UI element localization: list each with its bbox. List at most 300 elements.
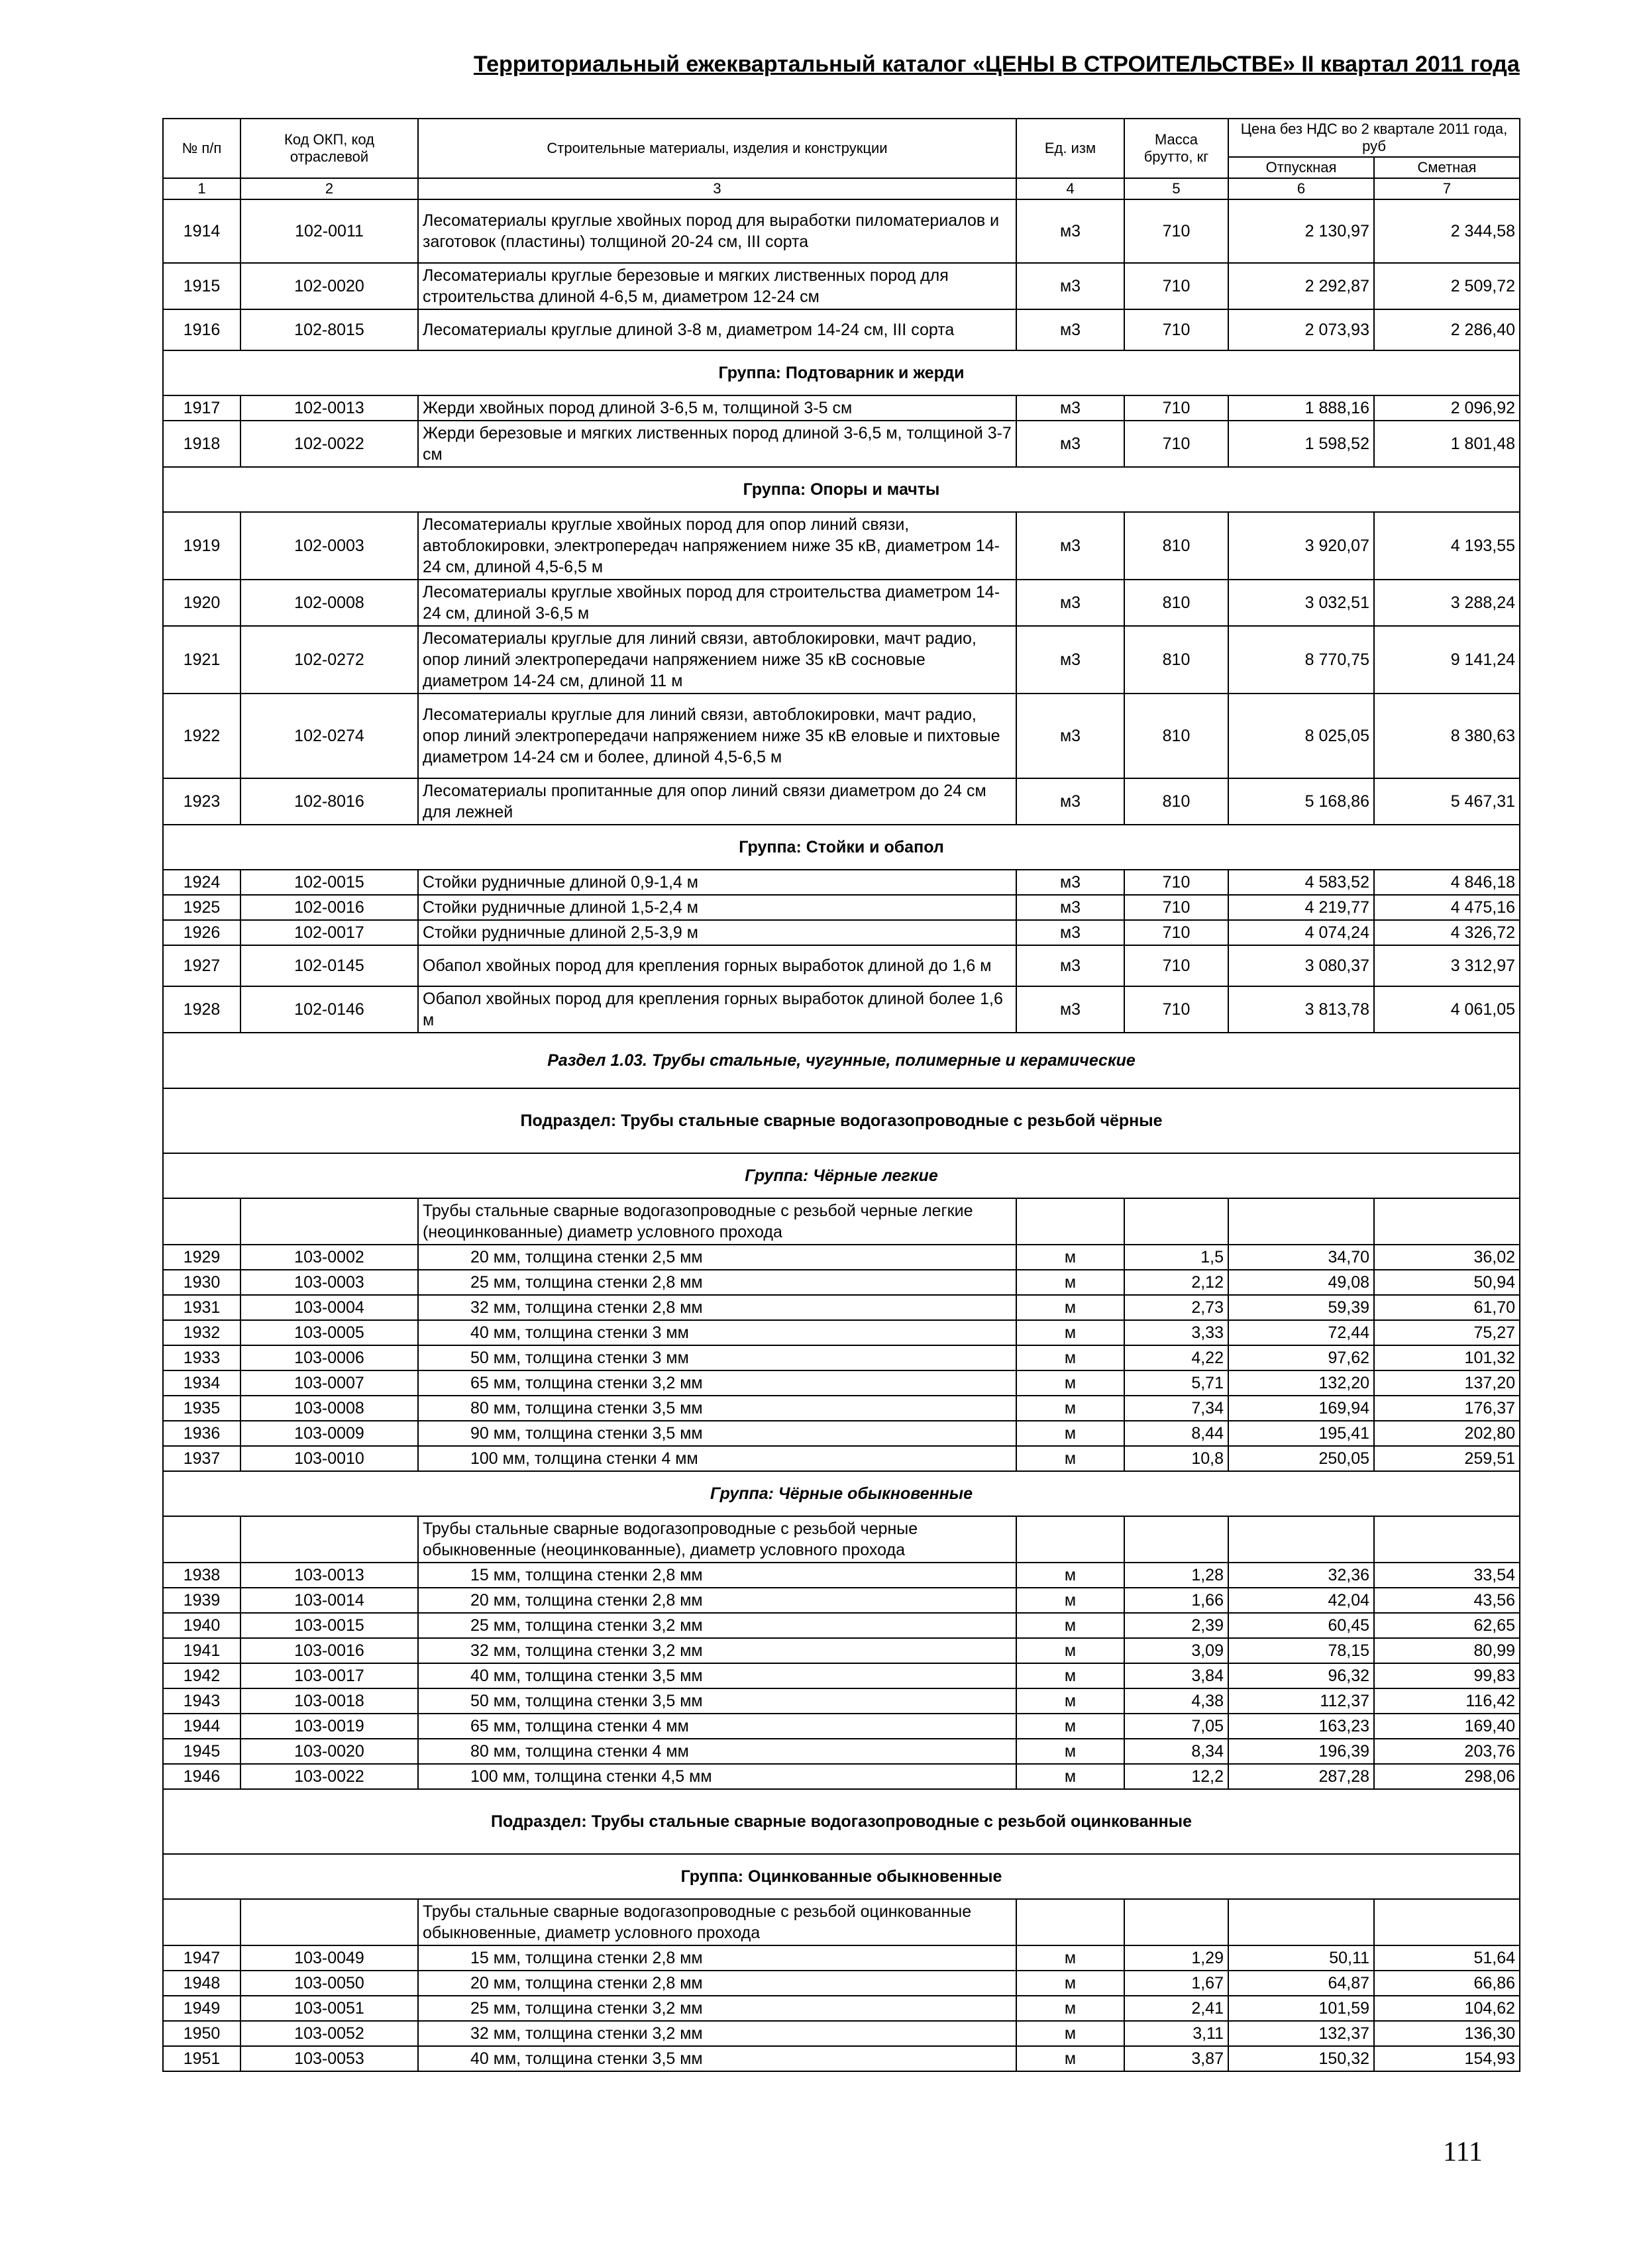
row-price-estimate: 4 846,18 [1374,870,1520,895]
row-price-estimate: 259,51 [1374,1446,1520,1471]
row-unit: м [1016,1320,1124,1345]
row-mass: 8,44 [1124,1421,1228,1446]
row-price-release: 34,70 [1228,1245,1374,1270]
row-description: Стойки рудничные длиной 1,5-2,4 м [418,895,1016,920]
row-unit: м [1016,1638,1124,1663]
row-mass: 710 [1124,199,1228,263]
row-mass: 710 [1124,895,1228,920]
lead-row [163,1516,1520,1563]
group-row [163,825,1520,870]
row-number: 1927 [163,945,240,986]
row-unit: м3 [1016,778,1124,825]
row-price-release: 2 130,97 [1228,199,1374,263]
row-unit: м3 [1016,199,1124,263]
row-unit: м [1016,1345,1124,1370]
row-code: 102-0017 [240,920,418,945]
row-mass: 4,22 [1124,1345,1228,1370]
row-unit: м [1016,2021,1124,2046]
row-price-release: 3 920,07 [1228,512,1374,580]
row-mass: 1,66 [1124,1588,1228,1613]
row-description: Лесоматериалы круглые березовые и мягких лиственных пород для строительства длиной 4-6,5 м, диаметром 12-24 см [418,263,1016,309]
row-number: 1938 [163,1563,240,1588]
row-unit: м3 [1016,870,1124,895]
row-price-estimate: 75,27 [1374,1320,1520,1345]
lead-row [163,1198,1520,1245]
row-unit: м3 [1016,263,1124,309]
column-number: 6 [1228,178,1374,199]
subsection-title: Подраздел: Трубы стальные сварные водогазопроводные с резьбой чёрные [163,1088,1520,1153]
row-mass: 3,11 [1124,2021,1228,2046]
table-row [163,2046,1520,2071]
row-mass: 2,41 [1124,1996,1228,2021]
row-mass: 2,73 [1124,1295,1228,1320]
row-mass: 810 [1124,694,1228,778]
row-code: 103-0050 [240,1971,418,1996]
row-price-estimate: 298,06 [1374,1764,1520,1789]
row-price-release: 3 813,78 [1228,986,1374,1033]
row-code: 102-0015 [240,870,418,895]
row-price-release: 163,23 [1228,1714,1374,1739]
row-unit: м [1016,1945,1124,1971]
row-mass: 3,09 [1124,1638,1228,1663]
row-description: 40 мм, толщина стенки 3 мм [418,1320,1016,1345]
row-number: 1923 [163,778,240,825]
row-mass: 710 [1124,263,1228,309]
header-name: Строительные материалы, изделия и конструкции [418,119,1016,178]
row-code: 103-0016 [240,1638,418,1663]
group-row [163,467,1520,512]
header-num: № п/п [163,119,240,178]
row-code: 103-0006 [240,1345,418,1370]
row-price-release: 287,28 [1228,1764,1374,1789]
row-price-estimate: 51,64 [1374,1945,1520,1971]
row-description: Жерди березовые и мягких лиственных пород длиной 3-6,5 м, толщиной 3-7 см [418,421,1016,467]
row-price-estimate: 136,30 [1374,2021,1520,2046]
section-row [163,1033,1520,1088]
table-row [163,1270,1520,1295]
row-price-release: 132,20 [1228,1370,1374,1396]
row-description: 100 мм, толщина стенки 4 мм [418,1446,1016,1471]
row-price-release: 150,32 [1228,2046,1374,2071]
row-code: 102-0272 [240,626,418,694]
row-description: Лесоматериалы круглые хвойных пород для строительства диаметром 14-24 см, длиной 3-6,5 м [418,580,1016,626]
header-price: Цена без НДС во 2 квартале 2011 года, руб [1228,119,1520,157]
row-code: 103-0018 [240,1688,418,1714]
row-price-estimate: 176,37 [1374,1396,1520,1421]
row-mass: 7,05 [1124,1714,1228,1739]
row-number: 1946 [163,1764,240,1789]
row-code: 103-0015 [240,1613,418,1638]
row-price-release: 8 025,05 [1228,694,1374,778]
lead-description: Трубы стальные сварные водогазопроводные с резьбой черные легкие (неоцинкованные) диаметр условного прохода [418,1198,1016,1245]
row-price-estimate: 62,65 [1374,1613,1520,1638]
row-description: 20 мм, толщина стенки 2,8 мм [418,1588,1016,1613]
row-unit: м3 [1016,395,1124,421]
row-mass: 12,2 [1124,1764,1228,1789]
table-row [163,2021,1520,2046]
table-row [163,1320,1520,1345]
row-description: 50 мм, толщина стенки 3 мм [418,1345,1016,1370]
row-unit: м [1016,1764,1124,1789]
empty-cell [1228,1899,1374,1945]
row-number: 1918 [163,421,240,467]
row-description: Стойки рудничные длиной 2,5-3,9 м [418,920,1016,945]
table-row [163,920,1520,945]
empty-cell [1374,1516,1520,1563]
row-unit: м [1016,1370,1124,1396]
table-row [163,309,1520,350]
row-code: 102-0003 [240,512,418,580]
empty-cell [1124,1899,1228,1945]
row-unit: м [1016,1421,1124,1446]
row-number: 1921 [163,626,240,694]
row-unit: м3 [1016,421,1124,467]
row-mass: 2,39 [1124,1613,1228,1638]
header-code: Код ОКП, код отраслевой [240,119,418,178]
row-description: 40 мм, толщина стенки 3,5 мм [418,1663,1016,1688]
empty-cell [240,1899,418,1945]
row-price-estimate: 2 096,92 [1374,395,1520,421]
row-price-release: 59,39 [1228,1295,1374,1320]
row-code: 102-0020 [240,263,418,309]
row-mass: 3,87 [1124,2046,1228,2071]
row-description: 15 мм, толщина стенки 2,8 мм [418,1945,1016,1971]
table-row [163,1739,1520,1764]
row-unit: м3 [1016,920,1124,945]
row-mass: 710 [1124,986,1228,1033]
row-price-estimate: 8 380,63 [1374,694,1520,778]
column-number: 3 [418,178,1016,199]
header-price-estimate: Сметная [1374,157,1520,178]
empty-cell [1124,1516,1228,1563]
row-number: 1939 [163,1588,240,1613]
row-description: 20 мм, толщина стенки 2,8 мм [418,1971,1016,1996]
group-row [163,1854,1520,1899]
table-row [163,1588,1520,1613]
row-code: 103-0019 [240,1714,418,1739]
group-row [163,1471,1520,1516]
row-price-release: 1 888,16 [1228,395,1374,421]
row-mass: 8,34 [1124,1739,1228,1764]
row-description: 32 мм, толщина стенки 2,8 мм [418,1295,1016,1320]
row-price-estimate: 104,62 [1374,1996,1520,2021]
row-price-release: 5 168,86 [1228,778,1374,825]
row-description: 32 мм, толщина стенки 3,2 мм [418,1638,1016,1663]
row-code: 103-0020 [240,1739,418,1764]
row-number: 1933 [163,1345,240,1370]
row-unit: м [1016,1971,1124,1996]
header-unit: Ед. изм [1016,119,1124,178]
row-mass: 2,12 [1124,1270,1228,1295]
row-mass: 710 [1124,920,1228,945]
row-number: 1922 [163,694,240,778]
row-unit: м [1016,1563,1124,1588]
table-row [163,1345,1520,1370]
row-price-release: 32,36 [1228,1563,1374,1588]
table-row [163,1714,1520,1739]
row-number: 1915 [163,263,240,309]
table-row [163,580,1520,626]
row-price-release: 169,94 [1228,1396,1374,1421]
row-mass: 7,34 [1124,1396,1228,1421]
empty-cell [240,1198,418,1245]
row-code: 103-0013 [240,1563,418,1588]
row-description: Лесоматериалы круглые для линий связи, автоблокировки, мачт радио, опор линий электропередачи напряжением ниже 35 кВ еловые и пихтовые диаметром 14-24 см и более, длиной 4,5-6,5 м [418,694,1016,778]
row-price-estimate: 4 326,72 [1374,920,1520,945]
empty-cell [1016,1516,1124,1563]
row-price-estimate: 202,80 [1374,1421,1520,1446]
empty-cell [1016,1198,1124,1245]
row-unit: м3 [1016,626,1124,694]
subsection-title: Подраздел: Трубы стальные сварные водогазопроводные с резьбой оцинкованные [163,1789,1520,1854]
row-price-release: 4 219,77 [1228,895,1374,920]
table-row [163,1563,1520,1588]
group-title: Группа: Опоры и мачты [163,467,1520,512]
empty-cell [1228,1516,1374,1563]
row-number: 1951 [163,2046,240,2071]
row-description: 40 мм, толщина стенки 3,5 мм [418,2046,1016,2071]
row-unit: м3 [1016,945,1124,986]
price-catalog-table [162,118,1520,2072]
row-price-release: 4 583,52 [1228,870,1374,895]
row-code: 103-0017 [240,1663,418,1688]
row-number: 1935 [163,1396,240,1421]
row-price-release: 64,87 [1228,1971,1374,1996]
row-mass: 5,71 [1124,1370,1228,1396]
row-mass: 810 [1124,778,1228,825]
row-price-release: 4 074,24 [1228,920,1374,945]
table-row [163,1945,1520,1971]
row-code: 103-0005 [240,1320,418,1345]
row-price-estimate: 9 141,24 [1374,626,1520,694]
row-price-estimate: 33,54 [1374,1563,1520,1588]
table-row [163,1295,1520,1320]
row-price-release: 97,62 [1228,1345,1374,1370]
table-row [163,1421,1520,1446]
table-row [163,512,1520,580]
row-unit: м [1016,1663,1124,1688]
row-price-estimate: 169,40 [1374,1714,1520,1739]
table-row [163,1613,1520,1638]
row-number: 1929 [163,1245,240,1270]
row-unit: м [1016,1996,1124,2021]
row-description: Жерди хвойных пород длиной 3-6,5 м, толщиной 3-5 см [418,395,1016,421]
header-mass: Масса брутто, кг [1124,119,1228,178]
table-row [163,421,1520,467]
subsection-row [163,1088,1520,1153]
row-price-release: 195,41 [1228,1421,1374,1446]
row-price-estimate: 101,32 [1374,1345,1520,1370]
row-number: 1919 [163,512,240,580]
row-price-release: 112,37 [1228,1688,1374,1714]
row-mass: 710 [1124,309,1228,350]
row-price-estimate: 66,86 [1374,1971,1520,1996]
row-price-release: 50,11 [1228,1945,1374,1971]
row-code: 103-0053 [240,2046,418,2071]
row-code: 103-0008 [240,1396,418,1421]
table-row [163,626,1520,694]
row-price-estimate: 43,56 [1374,1588,1520,1613]
row-number: 1943 [163,1688,240,1714]
row-number: 1941 [163,1638,240,1663]
table-row [163,1996,1520,2021]
row-code: 103-0014 [240,1588,418,1613]
row-description: Лесоматериалы круглые хвойных пород для опор линий связи, автоблокировки, электропередач напряжением ниже 35 кВ, диаметром 14-24 см, длиной 4,5-6,5 м [418,512,1016,580]
table-body [163,199,1520,2071]
row-unit: м3 [1016,694,1124,778]
group-title: Группа: Подтоварник и жерди [163,350,1520,395]
row-price-estimate: 50,94 [1374,1270,1520,1295]
row-price-estimate: 2 509,72 [1374,263,1520,309]
row-price-estimate: 4 193,55 [1374,512,1520,580]
row-code: 103-0007 [240,1370,418,1396]
row-number: 1937 [163,1446,240,1471]
lead-description: Трубы стальные сварные водогазопроводные с резьбой черные обыкновенные (неоцинкованные), диаметр условного прохода [418,1516,1016,1563]
column-number: 2 [240,178,418,199]
table-row [163,986,1520,1033]
row-number: 1942 [163,1663,240,1688]
empty-cell [1016,1899,1124,1945]
row-price-estimate: 203,76 [1374,1739,1520,1764]
row-number: 1948 [163,1971,240,1996]
row-description: Лесоматериалы круглые для линий связи, автоблокировки, мачт радио, опор линий электропередачи напряжением ниже 35 кВ сосновые диаметром 14-24 см, длиной 11 м [418,626,1016,694]
row-unit: м [1016,2046,1124,2071]
page-header: Территориальный ежеквартальный каталог «ЦЕНЫ В СТРОИТЕЛЬСТВЕ» II квартал 2011 года [474,52,1520,77]
page-number: 111 [1443,2137,1483,2167]
row-description: Лесоматериалы круглые хвойных пород для выработки пиломатериалов и заготовок (пластины) толщиной 20-24 см, III сорта [418,199,1016,263]
row-code: 103-0049 [240,1945,418,1971]
table-row [163,778,1520,825]
row-unit: м [1016,1245,1124,1270]
row-number: 1945 [163,1739,240,1764]
row-price-estimate: 4 061,05 [1374,986,1520,1033]
group-title: Группа: Чёрные легкие [163,1153,1520,1198]
lead-row [163,1899,1520,1945]
empty-cell [163,1899,240,1945]
row-description: 80 мм, толщина стенки 3,5 мм [418,1396,1016,1421]
table-row [163,895,1520,920]
row-price-estimate: 61,70 [1374,1295,1520,1320]
row-unit: м3 [1016,986,1124,1033]
row-price-estimate: 1 801,48 [1374,421,1520,467]
row-description: Стойки рудничные длиной 0,9-1,4 м [418,870,1016,895]
row-number: 1932 [163,1320,240,1345]
row-unit: м [1016,1396,1124,1421]
row-number: 1940 [163,1613,240,1638]
row-description: 90 мм, толщина стенки 3,5 мм [418,1421,1016,1446]
row-description: Лесоматериалы пропитанные для опор линий связи диаметром до 24 см для лежней [418,778,1016,825]
row-unit: м [1016,1588,1124,1613]
row-description: 65 мм, толщина стенки 4 мм [418,1714,1016,1739]
empty-cell [163,1516,240,1563]
row-price-estimate: 3 312,97 [1374,945,1520,986]
row-price-estimate: 36,02 [1374,1245,1520,1270]
row-code: 102-0013 [240,395,418,421]
empty-cell [1374,1899,1520,1945]
group-title: Группа: Оцинкованные обыкновенные [163,1854,1520,1899]
row-unit: м [1016,1688,1124,1714]
row-price-release: 196,39 [1228,1739,1374,1764]
row-price-release: 132,37 [1228,2021,1374,2046]
row-code: 102-0011 [240,199,418,263]
subsection-row [163,1789,1520,1854]
row-code: 103-0004 [240,1295,418,1320]
row-mass: 810 [1124,512,1228,580]
row-mass: 1,67 [1124,1971,1228,1996]
group-row [163,350,1520,395]
row-mass: 710 [1124,870,1228,895]
row-code: 102-0274 [240,694,418,778]
row-number: 1916 [163,309,240,350]
row-mass: 810 [1124,580,1228,626]
empty-cell [1374,1198,1520,1245]
row-mass: 1,5 [1124,1245,1228,1270]
row-price-release: 72,44 [1228,1320,1374,1345]
row-price-release: 2 292,87 [1228,263,1374,309]
row-number: 1947 [163,1945,240,1971]
row-price-release: 250,05 [1228,1446,1374,1471]
row-unit: м [1016,1446,1124,1471]
row-unit: м [1016,1270,1124,1295]
row-price-release: 3 032,51 [1228,580,1374,626]
row-number: 1926 [163,920,240,945]
row-code: 102-0145 [240,945,418,986]
row-description: 25 мм, толщина стенки 2,8 мм [418,1270,1016,1295]
row-mass: 3,84 [1124,1663,1228,1688]
row-number: 1920 [163,580,240,626]
row-code: 103-0002 [240,1245,418,1270]
column-number: 1 [163,178,240,199]
row-description: 20 мм, толщина стенки 2,5 мм [418,1245,1016,1270]
table-row [163,199,1520,263]
row-price-release: 3 080,37 [1228,945,1374,986]
table-row [163,1370,1520,1396]
row-mass: 1,29 [1124,1945,1228,1971]
row-mass: 710 [1124,421,1228,467]
table-row [163,1446,1520,1471]
row-price-estimate: 3 288,24 [1374,580,1520,626]
row-price-estimate: 4 475,16 [1374,895,1520,920]
column-number: 4 [1016,178,1124,199]
row-description: 25 мм, толщина стенки 3,2 мм [418,1613,1016,1638]
row-price-estimate: 137,20 [1374,1370,1520,1396]
row-number: 1944 [163,1714,240,1739]
row-mass: 810 [1124,626,1228,694]
row-number: 1950 [163,2021,240,2046]
group-title: Группа: Чёрные обыкновенные [163,1471,1520,1516]
row-price-estimate: 5 467,31 [1374,778,1520,825]
row-description: Обапол хвойных пород для крепления горных выработок длиной более 1,6 м [418,986,1016,1033]
header-price-release: Отпускная [1228,157,1374,178]
row-description: 80 мм, толщина стенки 4 мм [418,1739,1016,1764]
row-number: 1925 [163,895,240,920]
row-code: 102-0016 [240,895,418,920]
row-code: 102-0022 [240,421,418,467]
row-number: 1917 [163,395,240,421]
row-unit: м3 [1016,580,1124,626]
row-price-estimate: 99,83 [1374,1663,1520,1688]
row-code: 103-0051 [240,1996,418,2021]
row-code: 102-0008 [240,580,418,626]
row-price-release: 42,04 [1228,1588,1374,1613]
row-description: Лесоматериалы круглые длиной 3-8 м, диаметром 14-24 см, III сорта [418,309,1016,350]
empty-cell [1228,1198,1374,1245]
table-row [163,263,1520,309]
row-description: 15 мм, толщина стенки 2,8 мм [418,1563,1016,1588]
row-price-release: 8 770,75 [1228,626,1374,694]
row-price-estimate: 2 344,58 [1374,199,1520,263]
row-code: 103-0052 [240,2021,418,2046]
